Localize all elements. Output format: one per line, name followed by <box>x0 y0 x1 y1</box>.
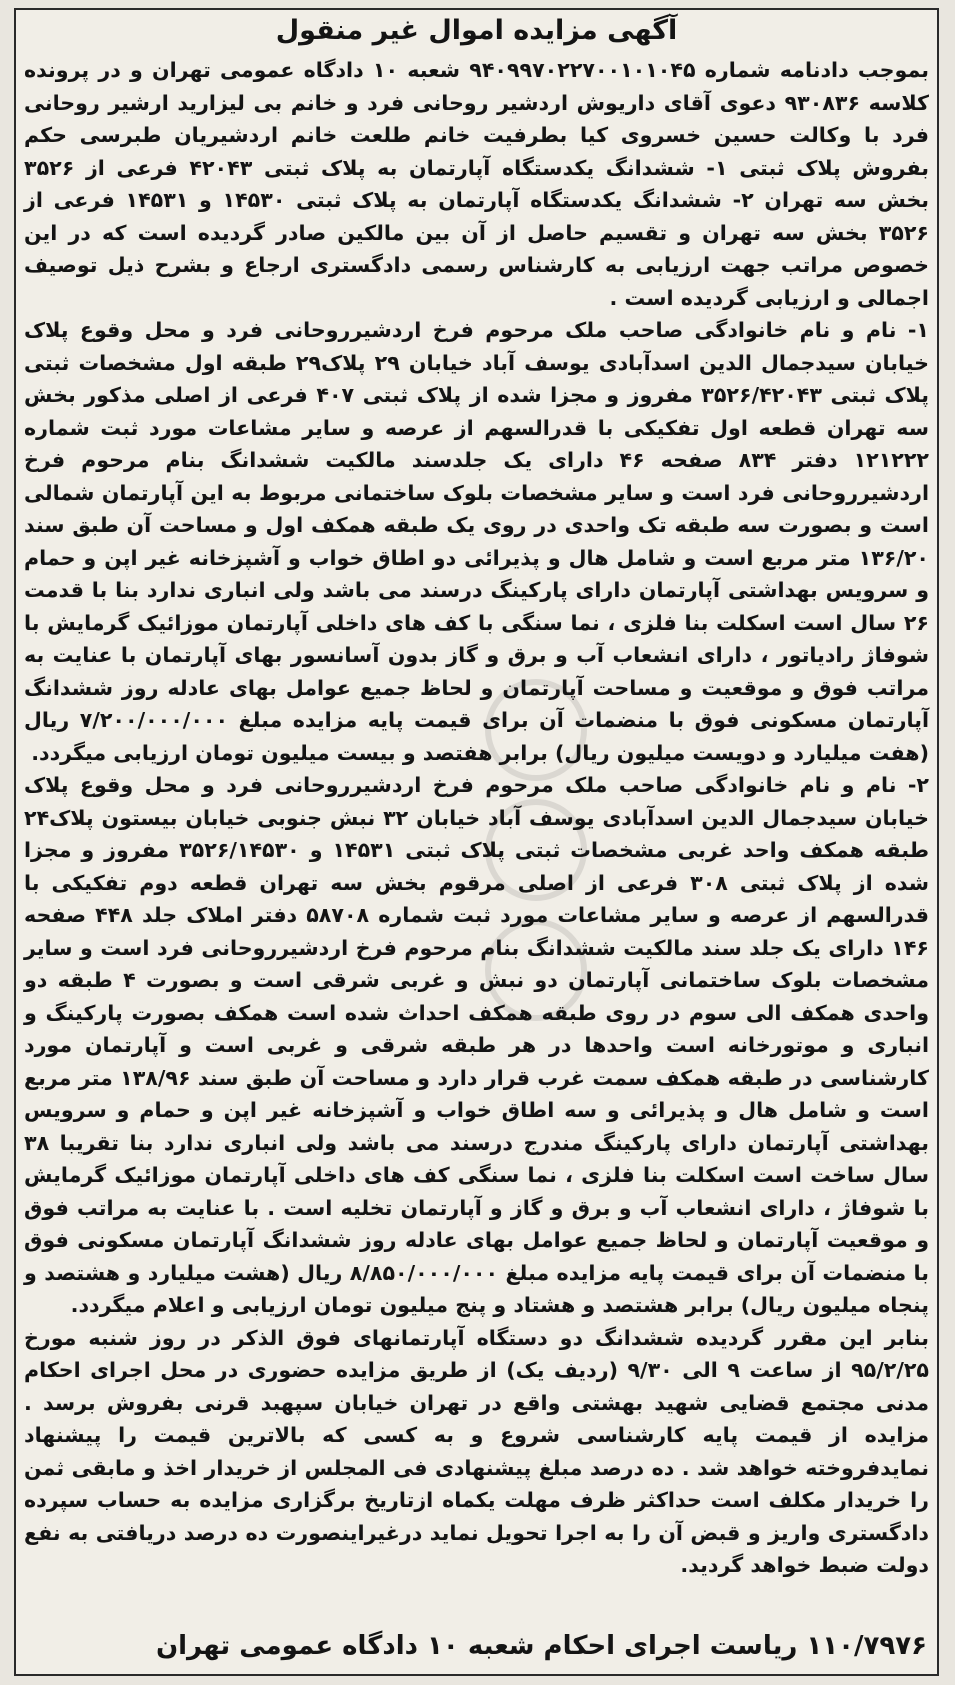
notice-title: آگهی مزایده اموال غیر منقول <box>275 15 678 46</box>
auction-terms-paragraph: بنابر این مقرر گردیده ششدانگ دو دستگاه آپارتمانهای فوق الذکر در روز شنبه مورخ ۹۵/۲/۲۵ از ساعت ۹ الی ۹/۳۰ (ردیف یک) از طریق مزایده حضوری در محل اجرای احکام مدنی مجتمع قضایی شهید بهشتی واقع در تهران خیابان سپهبد قرنی بفروش برسد . مزایده از قیمت پایه کارشناسی شروع و به کسی که بالاترین قیمت را پیشنهاد نمایدفروخته خواهد شد . ده درصد مبلغ پیشنهادی فی المجلس از خریدار اخذ و مابقی ثمن را خریدار مکلف است حداکثر ظرف مهلت یکماه ازتاریخ برگزاری مزایده به حساب سپرده دادگستری واریز و قبض آن را به اجرا تحویل نماید درغیراینصورت ده درصد دریافتی به نفع دولت ضبط خواهد گردید. <box>24 1325 929 1577</box>
notice-footer-signature: ۱۱۰/۷۹۷۶ ریاست اجرای احکام شعبه ۱۰ دادگاه عمومی تهران <box>155 1631 927 1661</box>
notice-body <box>24 54 929 1582</box>
property-1-paragraph: ۱- نام و نام خانوادگی صاحب ملک مرحوم فرخ اردشیرروحانی فرد و محل وقوع پلاک خیابان سیدجمال الدین اسدآبادی یوسف آباد خیابان ۲۹ پلاک۲۹ طبقه اول مشخصات ثبتی پلاک ثبتی ۳۵۲۶/۴۲۰۴۳ مفروز و مجزا شده از پلاک ثبتی ۴۰۷ فرعی از اصلی مذکور بخش سه تهران قطعه اول تفکیکی با قدرالسهم از عرصه و سایر مشاعات مورد ثبت شماره ۱۲۱۲۲۲ دفتر ۸۳۴ صفحه ۴۶ دارای یک جلدسند مالکیت ششدانگ بنام مرحوم فرخ اردشیرروحانی فرد است و سایر مشخصات بلوک ساختمانی مربوط به این آپارتمان شمالی است و بصورت سه طبقه تک واحدی در روی یک طبقه همکف اول و مساحت آن طبق سند ۱۳۶/۲۰ متر مربع است و شامل هال و پذیرائی دو اطاق خواب و آشپزخانه غیر اپن و حمام و سرویس بهداشتی آپارتمان دارای پارکینگ درسند می باشد ولی انباری ندارد بنا با قدمت ۲۶ سال است اسکلت بنا فلزی ، نما سنگی با کف های داخلی آپارتمان موزائیک گرمایش با شوفاژ رادیاتور ، دارای انشعاب آب و برق و گاز بدون آسانسور بهای آپارتمان با عنایت به مراتب فوق و موقعیت و مساحت آپارتمان و لحاظ جمیع عوامل بهای عادله روز ششدانگ آپارتمان مسکونی فوق با منضمات آن برای قیمت پایه مزایده مبلغ ۷/۲۰۰/۰۰۰/۰۰۰ ریال (هفت میلیارد و دویست میلیون ریال) برابر هفتصد و بیست میلیون تومان ارزیابی میگردد. <box>24 318 930 765</box>
auction-notice-clipping <box>14 8 939 1676</box>
intro-paragraph: بموجب دادنامه شماره ۹۴۰۹۹۷۰۲۲۷۰۰۱۰۱۰۴۵ شعبه ۱۰ دادگاه عمومی تهران و در پرونده کلاسه ۹۳۰۸۳۶ دعوی آقای داریوش اردشیر روحانی فرد و خانم بی لیزارید ارشیر روحانی فرد با وکالت حسین خسروی کیا بطرفیت خانم طلعت خانم اردشیریان طبرسی حکم بفروش پلاک ثبتی ۱- ششدانگ یکدستگاه آپارتمان به پلاک ثبتی ۴۲۰۴۳ فرعی از ۳۵۲۶ بخش سه تهران ۲- ششدانگ یکدستگاه آپارتمان به پلاک ثبتی ۱۴۵۳۰ و ۱۴۵۳۱ فرعی از ۳۵۲۶ بخش سه تهران و تقسیم حاصل از آن بین مالکین صادر گردیده است که در این خصوص مراتب جهت ارزیابی به کارشناس رسمی دادگستری ارجاع و بشرح ذیل توصیف اجمالی و ارزیابی گردیده است . <box>24 58 930 310</box>
property-2-paragraph: ۲- نام و نام خانوادگی صاحب ملک مرحوم فرخ اردشیرروحانی فرد و محل وقوع پلاک خیابان سیدجمال الدین اسدآبادی یوسف آباد خیابان ۳۲ نبش جنوبی خیابان بیستون پلاک۲۴ طبقه همکف واحد غربی مشخصات ثبتی پلاک ثبتی ۱۴۵۳۱ و ۳۵۲۶/۱۴۵۳۰ مفروز و مجزا شده از پلاک ثبتی ۳۰۸ فرعی از اصلی مرقوم بخش سه تهران قطعه دوم تفکیکی با قدرالسهم از عرصه و سایر مشاعات مورد ثبت شماره ۵۸۷۰۸ دفتر املاک جلد ۴۴۸ صفحه ۱۴۶ دارای یک جلد سند مالکیت ششدانگ بنام مرحوم فرخ اردشیرروحانی فرد است و سایر مشخصات بلوک ساختمانی آپارتمان دو نبش و غربی شرقی است و بصورت ۴ طبقه دو واحدی همکف الی سوم در روی طبقه همکف احداث شده است همکف بصورت پارکینگ و انباری و موتورخانه است واحدها در هر طبقه شرقی و غربی است و آپارتمان مورد کارشناسی در طبقه همکف سمت غرب قرار دارد و مساحت آن طبق سند ۱۳۸/۹۶ متر مربع است و شامل هال و پذیرائی و سه اطاق خواب و آشپزخانه غیر اپن و حمام و سرویس بهداشتی آپارتمان دارای پارکینگ مندرج درسند می باشد ولی انباری ندارد بنا تقریبا ۳۸ سال ساخت است اسکلت بنا فلزی ، نما سنگی کف های داخلی آپارتمان موزائیک گرمایش با شوفاژ ، دارای انشعاب آب و برق و گاز و آپارتمان تخلیه است . با عنایت به مراتب فوق و موقعیت آپارتمان و لحاظ جمیع عوامل بهای عادله روز ششدانگ آپارتمان مسکونی فوق با منضمات آن برای قیمت پایه مزایده مبلغ ۸/۸۵۰/۰۰۰/۰۰۰ ریال (هشت میلیارد و هشتصد و پنجاه میلیون ریال) برابر هشتصد و هشتاد و پنج میلیون تومان ارزیابی و اعلام میگردد. <box>24 773 930 1317</box>
